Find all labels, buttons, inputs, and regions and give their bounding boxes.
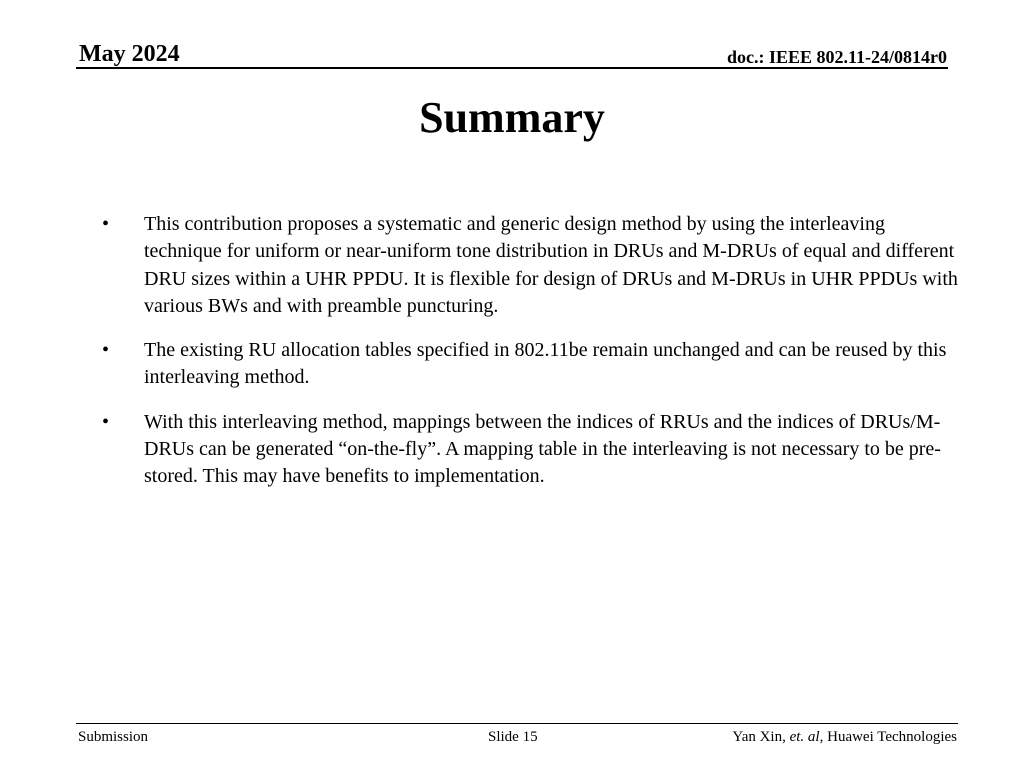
header-date: May 2024 <box>79 41 180 67</box>
bullet-list <box>100 211 970 508</box>
bullet-icon: • <box>102 410 110 433</box>
author-name: Yan Xin, <box>732 729 790 745</box>
bullet-text: With this interleaving method, mappings between the indices of RRUs and the indices of DRUs/M-DRUs can be generated “on-the-fly”. A mapping table in the interleaving is not necessary to be pre-stored. This may have benefits to implementation. <box>144 410 941 488</box>
bullet-item <box>100 337 970 392</box>
slide-title: Summary <box>419 93 605 142</box>
slide-number: Slide 15 <box>488 729 538 745</box>
bullet-item <box>100 211 970 320</box>
bullet-item <box>100 409 970 491</box>
author-organization: , Huawei Technologies <box>819 729 957 745</box>
bullet-icon: • <box>102 339 110 362</box>
footer-author <box>732 728 957 746</box>
header-divider <box>76 67 948 69</box>
footer-divider <box>76 723 958 724</box>
footer-submission: Submission <box>78 729 149 745</box>
bullet-text: This contribution proposes a systematic and generic design method by using the interleaving technique for uniform or near-uniform tone distribution in DRUs and M-DRUs of equal and different DRU sizes within a UHR PPDU. It is flexible for design of DRUs and M-DRUs in UHR PPDUs with various BWs and with preamble puncturing. <box>144 213 958 317</box>
author-etal: et. al <box>789 729 820 745</box>
bullet-icon: • <box>102 213 110 235</box>
document-id: doc.: IEEE 802.11-24/0814r0 <box>726 47 947 67</box>
bullet-text: The existing RU allocation tables specified in 802.11be remain unchanged and can be reused by this interleaving method. <box>144 339 947 389</box>
